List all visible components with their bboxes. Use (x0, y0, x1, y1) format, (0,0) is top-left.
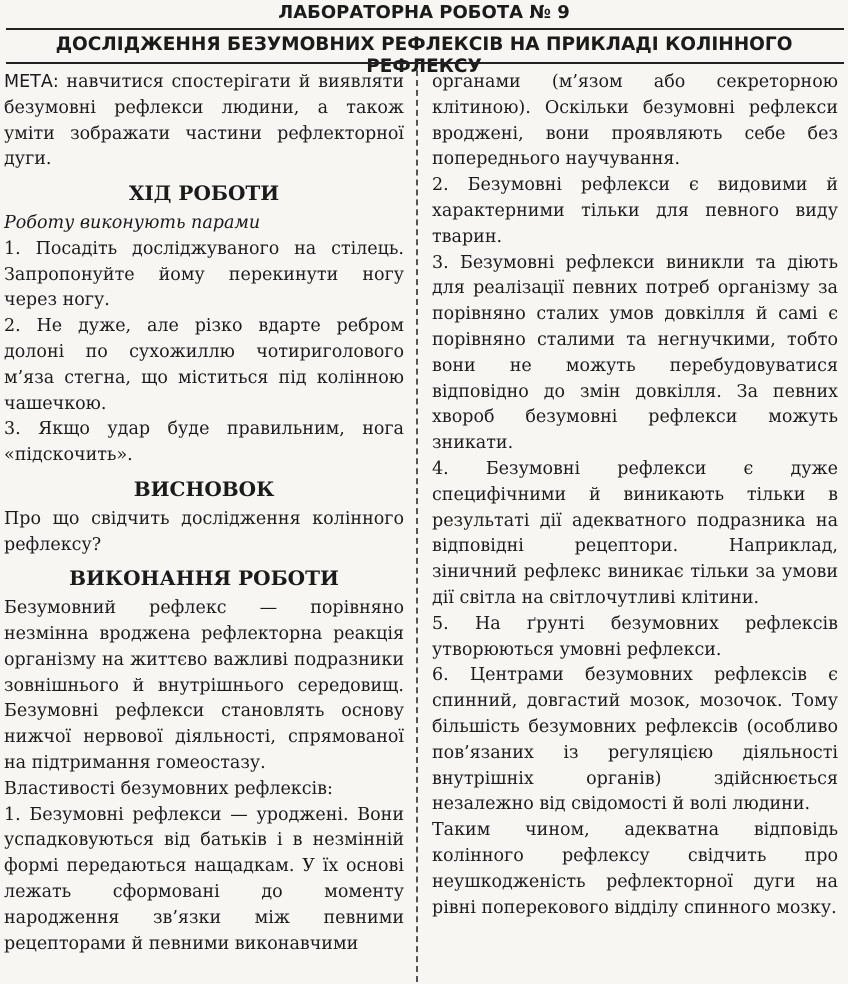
property-2: 2. Безумовні рефлекси є видовими й характерними тільки для певного виду тварин. (432, 175, 838, 247)
definition-paragraph: Безумовний рефлекс — порівняно незмінна вроджена рефлекторна реакція організму на життєво важливі подразники зовнішнього й внутрішнього середовищ. Безумовні рефлекси становлять основу нижчої нервової діяльності, спрямованої на підтримання гомеостазу. (4, 598, 404, 773)
subject-rule (6, 62, 844, 64)
property-5: 5. На ґрунті безумовних рефлексів утворюються умовні рефлекси. (432, 613, 838, 660)
goal-text: навчитися спостерігати й виявляти безумовні рефлекси людини, а також уміти зображати частини рефлекторної дуги. (4, 72, 404, 170)
lab-subject: ДОСЛІДЖЕННЯ БЕЗУМОВНИХ РЕФЛЕКСІВ НА ПРИКЛАДІ КОЛІННОГО РЕФЛЕКСУ (55, 34, 793, 77)
property-6: 6. Центрами безумовних рефлексів є спинний, довгастий мозок, мозочок. Тому більшість безумовних рефлексів (особливо пов’язаних із регуляцією діяльності внутрішніх органів) здійснюється незалежно від свідомості й волі людини. (432, 665, 838, 815)
procedure-heading: ХІД РОБОТИ (128, 181, 280, 206)
right-column (432, 70, 838, 921)
properties-intro: Властивості безумовних рефлексів: (4, 778, 333, 799)
property-1: 1. Безумовні рефлекси — уроджені. Вони успадковуються від батьків і в незмінній формі передаються нащадкам. У їх основі лежать сформовані до моменту народження зв’язки між певними рецепторами й певними виконавчими (4, 804, 404, 954)
property-1-continued: органами (м’язом або секреторною клітиною). Оскільки безумовні рефлекси вроджені, вони проявляють себе без попереднього научування. (432, 72, 838, 170)
step-3: 3. Якщо удар буде правильним, нога «підскочить». (4, 419, 404, 466)
conclusion-question: Про що свідчить дослідження колінного рефлексу? (4, 508, 404, 555)
goal-label: МЕТА: (4, 72, 59, 92)
left-column (4, 70, 404, 957)
execution-heading: ВИКОНАННЯ РОБОТИ (69, 566, 339, 591)
property-3: 3. Безумовні рефлекси виникли та діють для реалізації певних потреб організму за порівняно сталих умов довкілля й самі є порівняно сталими та негнучкими, тобто вони не можуть перебудовуватися відповідно до змін довкілля. За певних хвороб безумовні рефлекси можуть зникати. (432, 252, 838, 454)
conclusion-heading: ВИСНОВОК (133, 476, 275, 501)
goal-paragraph (4, 70, 404, 173)
step-2: 2. Не дуже, але різко вдарте ребром долоні по сухожиллю чотириголового м’яза стегна, що міститься під колінною чашечкою. (4, 316, 404, 414)
step-1: 1. Посадіть досліджуваного на стілець. Запропонуйте йому перекинути ногу через ногу. (4, 238, 404, 311)
title-rule (6, 28, 844, 30)
pairs-note: Роботу виконують парами (4, 212, 261, 233)
property-4: 4. Безумовні рефлекси є дуже специфічними й виникають тільки в результаті дії адекватного подразника на відповідні рецептори. Наприклад, зіничний рефлекс виникає тільки за умови дії світла на світлочутливі клітини. (432, 458, 838, 608)
lab-title: ЛАБОРАТОРНА РОБОТА № 9 (278, 2, 570, 23)
summary-paragraph: Таким чином, адекватна відповідь колінного рефлексу свідчить про неушкодженість рефлекторної дуги на рівні поперекового відділу спинного мозку. (432, 820, 838, 918)
column-divider (416, 70, 418, 982)
